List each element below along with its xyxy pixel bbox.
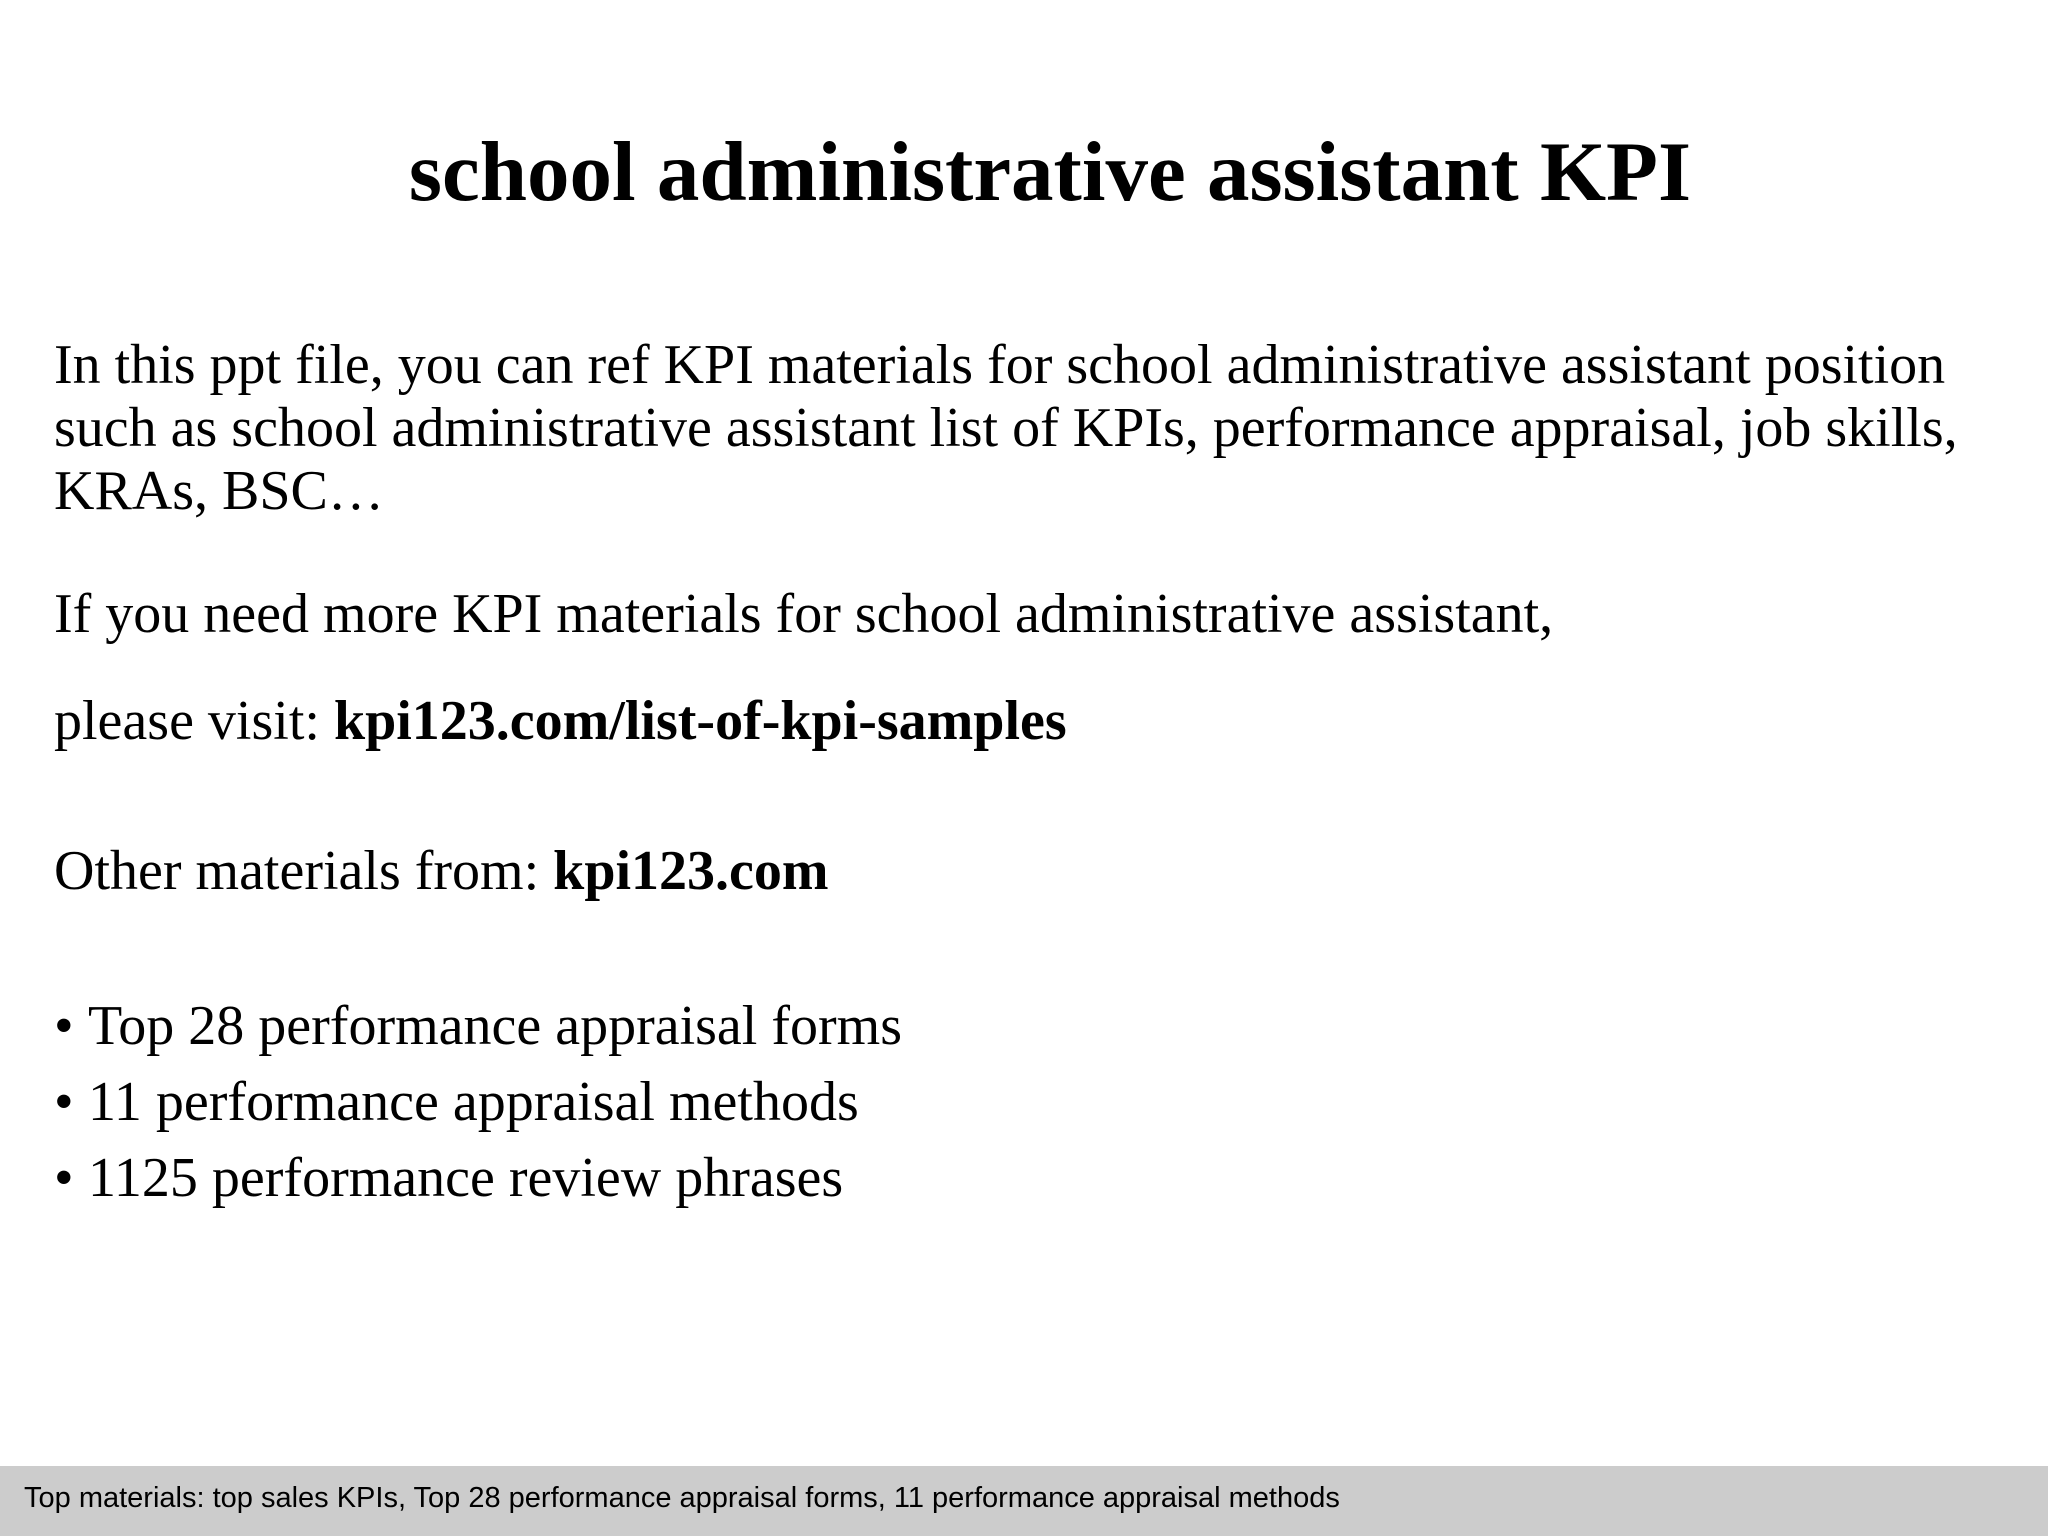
list-item[interactable] bbox=[54, 1140, 902, 1216]
bullet-icon: • bbox=[54, 995, 74, 1057]
visit-label: please visit: bbox=[54, 690, 334, 752]
slide-title: school administrative assistant KPI bbox=[408, 125, 1692, 219]
list-item-label: 1125 performance review phrases bbox=[88, 1147, 844, 1209]
footer-text[interactable]: Top materials: top sales KPIs, Top 28 performance appraisal forms, 11 performance appraisal methods bbox=[24, 1482, 1340, 1514]
list-item-label: 11 performance appraisal methods bbox=[88, 1071, 859, 1133]
other-label: Other materials from: bbox=[54, 840, 554, 902]
intro-paragraph: In this ppt file, you can ref KPI materials for school administrative assistant position such as school administrative assistant list of KPIs, performance appraisal, job skills, KRAs, BSC… bbox=[54, 334, 1958, 522]
bullet-icon: • bbox=[54, 1071, 74, 1133]
visit-line bbox=[54, 690, 1067, 753]
list-item[interactable] bbox=[54, 1064, 902, 1140]
need-more-text: If you need more KPI materials for school administrative assistant, bbox=[54, 583, 1554, 645]
other-link[interactable]: kpi123.com bbox=[553, 840, 829, 902]
visit-link[interactable]: kpi123.com/list-of-kpi-samples bbox=[333, 690, 1067, 752]
footer-bar bbox=[0, 1466, 2048, 1536]
materials-list bbox=[54, 988, 902, 1216]
list-item[interactable] bbox=[54, 988, 902, 1064]
other-materials-line bbox=[54, 840, 829, 903]
list-item-label: Top 28 performance appraisal forms bbox=[88, 995, 902, 1057]
bullet-icon: • bbox=[54, 1147, 74, 1209]
